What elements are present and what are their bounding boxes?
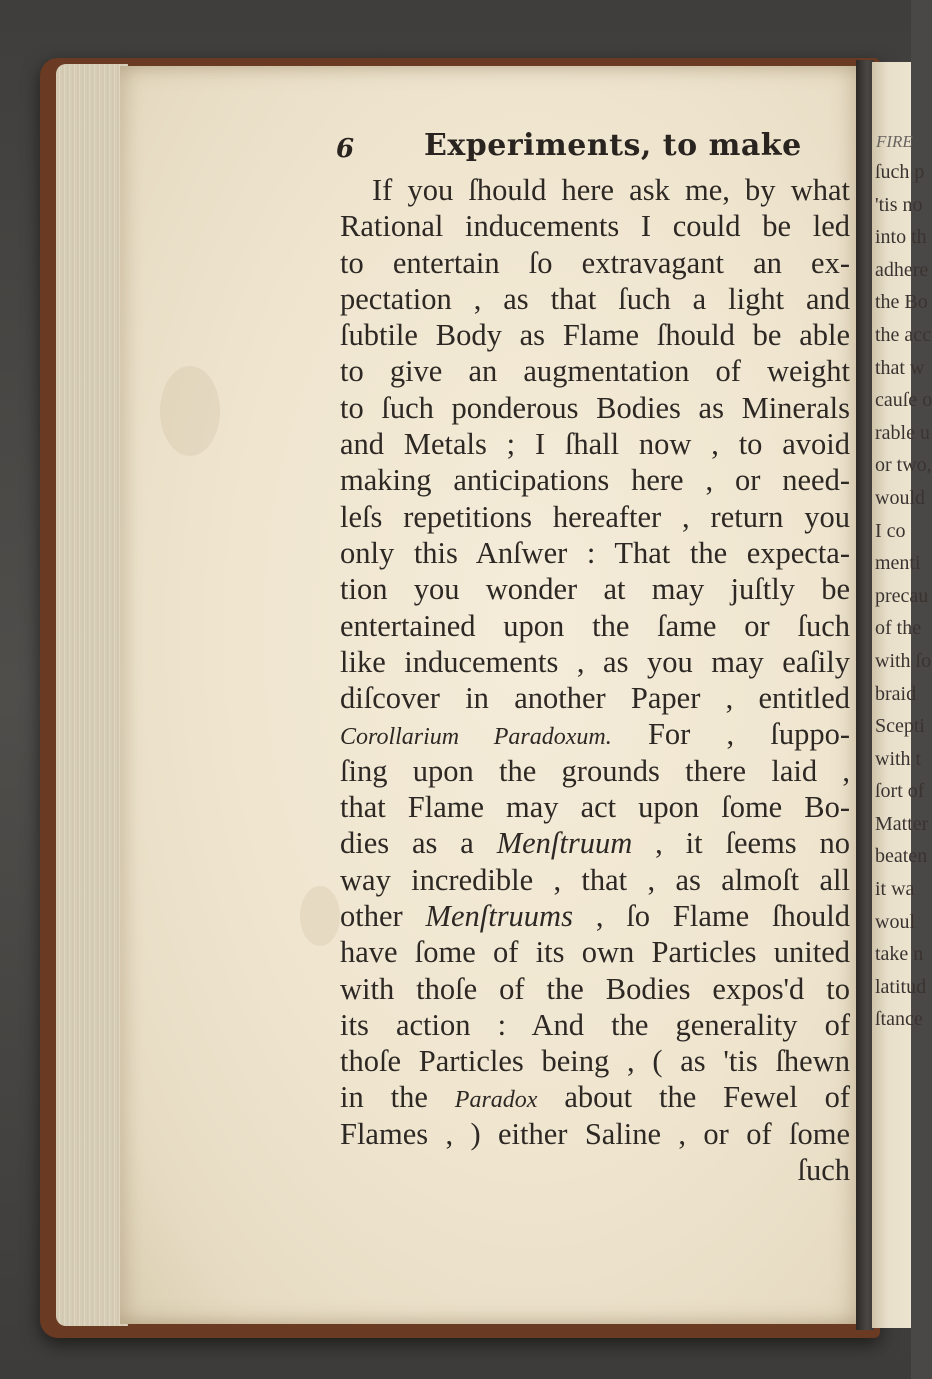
facing-page-fragment: with t	[875, 747, 922, 770]
facing-page-fragment: Scepti	[875, 715, 925, 738]
text-line	[340, 1079, 850, 1115]
text-segment: other	[340, 898, 426, 933]
facing-page-fragment: the Bo	[875, 291, 928, 314]
paper-stain	[300, 886, 340, 946]
facing-page-fragment: Matter	[875, 812, 929, 835]
facing-page-edge	[872, 62, 932, 1328]
text-segment: dies as a	[340, 826, 497, 861]
text-segment: , ſo Flame ſhould	[572, 898, 850, 933]
running-head: Experiments, to make	[424, 128, 802, 163]
text-line: making anticipations here , or need-	[340, 463, 850, 498]
text-line: pectation , as that ſuch a light and	[340, 281, 850, 316]
text-line: and Metals ; I ſhall now , to avoid	[340, 427, 850, 462]
page-header	[336, 128, 806, 172]
italic-term: Menſtruum	[496, 826, 633, 861]
facing-page-head: FIRE	[876, 132, 913, 151]
text-line: ſing upon the grounds there laid ,	[340, 753, 850, 788]
text-line: like inducements , as you may eaſily	[340, 644, 850, 679]
facing-page-fragment: of the	[875, 617, 922, 640]
text-line: tion you wonder at may juſtly be	[340, 572, 850, 607]
text-line: thoſe Particles being , ( as 'tis ſhewn	[340, 1044, 850, 1079]
facing-page-fragment: menti	[875, 552, 921, 575]
facing-page-fragment: adhere	[875, 258, 929, 281]
facing-page-fragment: that w	[875, 356, 925, 379]
facing-page-fragment: it wa	[875, 878, 915, 901]
text-line	[340, 716, 850, 752]
page-number: 6	[336, 134, 355, 164]
facing-page-fragment: the acc	[875, 323, 932, 346]
text-line: only this Anſwer : That the expecta-	[340, 535, 850, 570]
text-line: that Flame may act upon ſome Bo-	[340, 790, 850, 825]
text-segment: For , ſuppo-	[611, 717, 850, 752]
text-line: Flames , ) either Saline , or of ſome	[340, 1116, 850, 1151]
text-line: Rational inducements I could be led	[340, 209, 850, 244]
catchword: ſuch	[797, 1153, 850, 1188]
facing-page-fragment: cauſe o	[875, 389, 932, 412]
facing-page-fragment: with ſo	[875, 649, 932, 672]
text-line: entertained upon the ſame or ſuch	[340, 608, 850, 643]
text-line: have ſome of its own Particles united	[340, 935, 850, 970]
facing-page-fragment: woul	[875, 910, 915, 933]
text-segment: in the	[340, 1080, 455, 1115]
text-line: diſcover in another Paper , entitled	[340, 681, 850, 716]
facing-page-fragment: take n	[875, 943, 924, 966]
text-line: to ſuch ponderous Bodies as Minerals	[340, 390, 850, 425]
body-text	[340, 172, 850, 1188]
text-line: If you ſhould here ask me, by what	[372, 173, 850, 207]
facing-page-fragment: beaten	[875, 845, 928, 868]
text-segment: about the Fewel of	[537, 1080, 850, 1115]
facing-page-fragment: or two,	[875, 454, 932, 477]
facing-page-fragment: ſort of	[875, 780, 925, 803]
text-line: leſs repetitions hereafter , return you	[340, 499, 850, 534]
page-edges	[56, 64, 128, 1326]
text-line: its action : And the generality of	[340, 1007, 850, 1042]
facing-page-fragment: would	[875, 486, 925, 509]
text-line	[340, 898, 850, 934]
paper-stain	[160, 366, 220, 456]
italic-term: Paradox	[454, 1087, 538, 1114]
facing-page-fragment: braid	[875, 682, 917, 705]
text-line	[340, 825, 850, 861]
facing-page-fragment: latitud	[875, 975, 927, 998]
facing-page-fragment: 'tis no	[875, 193, 923, 216]
facing-page-fragment: ſtance	[875, 1008, 923, 1031]
italic-term: Menſtruums	[425, 898, 573, 933]
text-line: to give an augmentation of weight	[340, 354, 850, 389]
text-line: with thoſe of the Bodies expos'd to	[340, 971, 850, 1006]
text-line: to entertain ſo extravagant an ex-	[340, 245, 850, 280]
facing-page-fragment: rable u	[875, 421, 930, 444]
italic-term: Corollarium Paradoxum.	[340, 724, 612, 751]
text-segment: , it ſeems no	[632, 826, 850, 861]
facing-page-fragment: ſuch p	[875, 161, 925, 183]
text-line: ſubtile Body as Flame ſhould be able	[340, 318, 850, 353]
facing-page-fragment: I co	[875, 519, 906, 542]
facing-page-fragment: into th	[875, 226, 927, 249]
text-line: way incredible , that , as almoſt all	[340, 862, 850, 897]
facing-page-fragment: precau	[875, 584, 929, 607]
facing-page-fragments	[872, 156, 932, 1036]
